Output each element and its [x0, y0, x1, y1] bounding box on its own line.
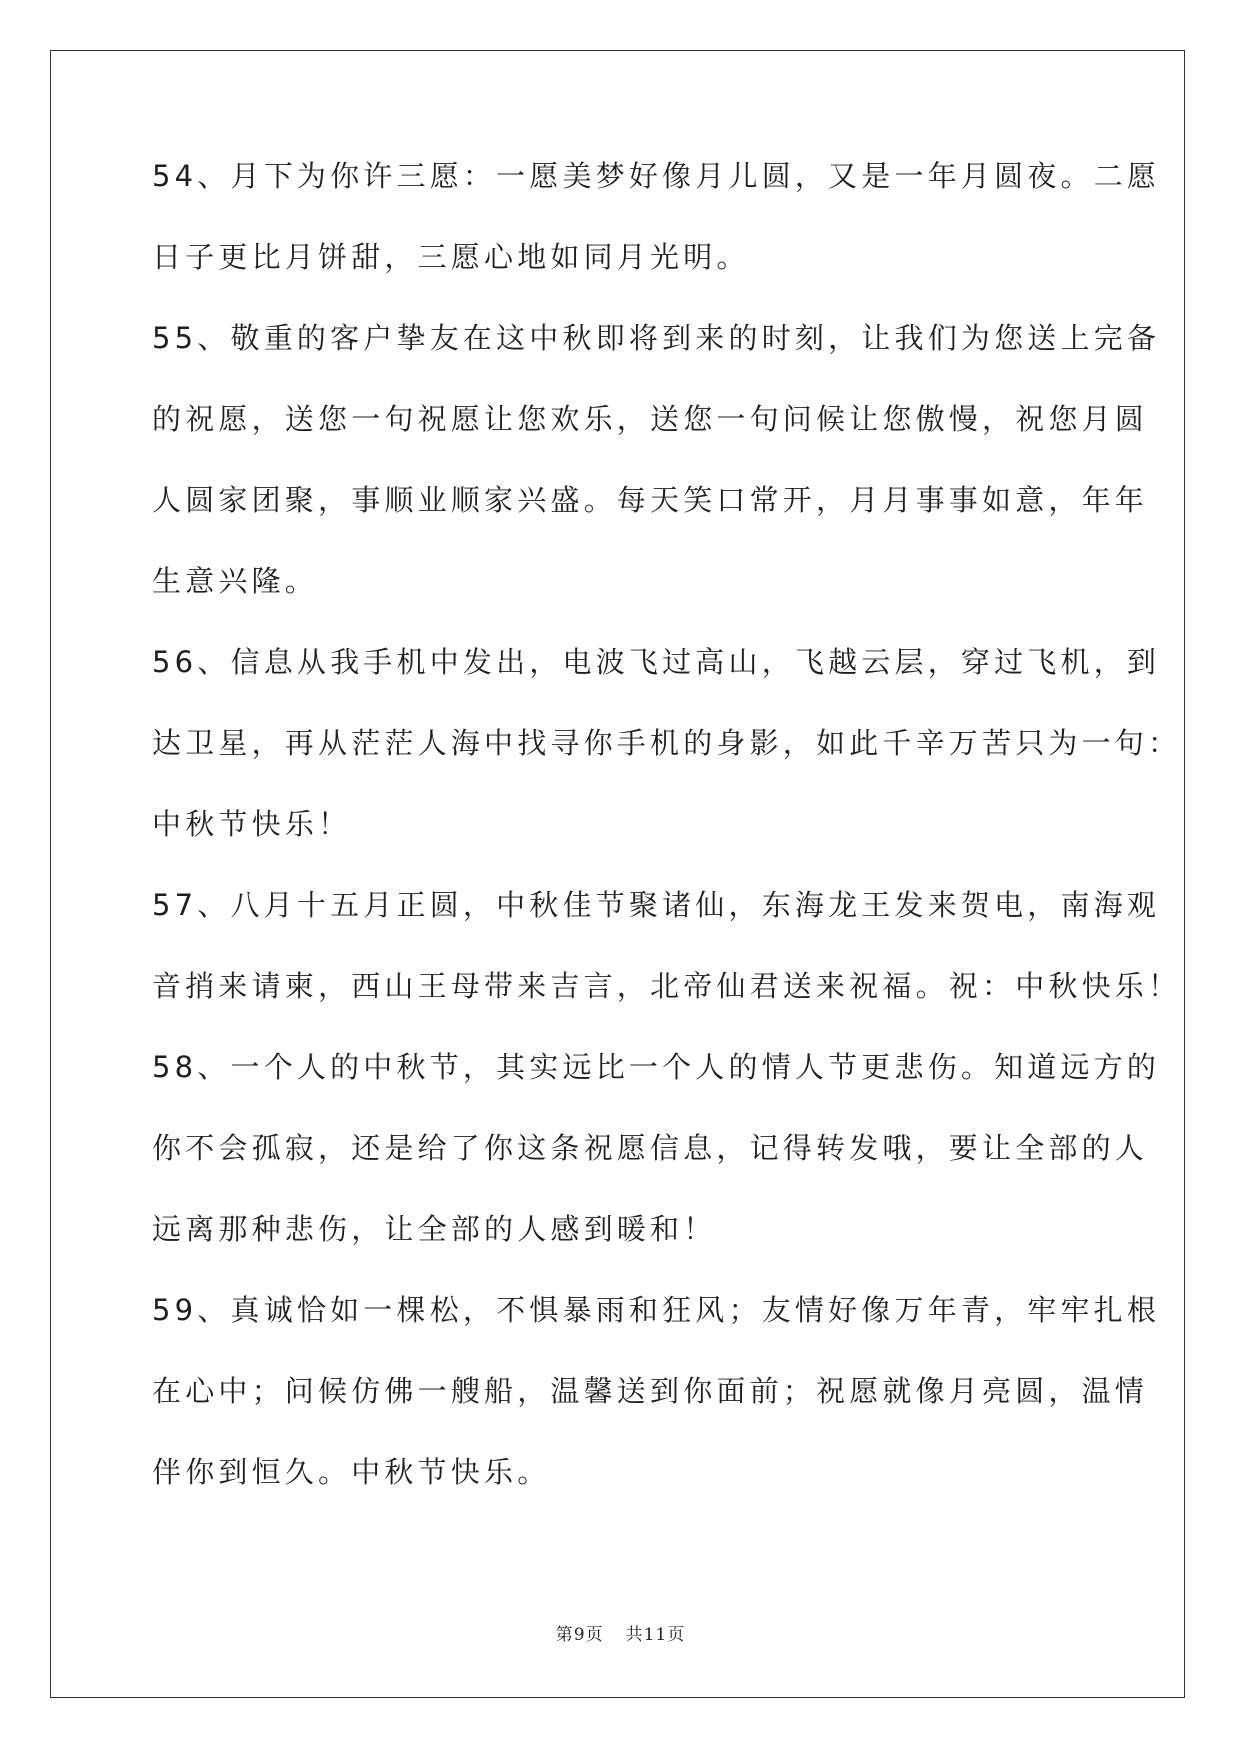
text-line: 伴你到恒久。中秋节快乐。 — [152, 1455, 551, 1489]
text-line: 远离那种悲伤，让全部的人感到暖和！ — [152, 1212, 717, 1246]
text-line: 的祝愿，送您一句祝愿让您欢乐，送您一句问候让您傲慢，祝您月圆 — [152, 402, 1149, 436]
text-line: 57、八月十五月正圆，中秋佳节聚诸仙，东海龙王发来贺电，南海观 — [152, 888, 1161, 922]
entry-57 — [152, 887, 1182, 1004]
text-line: 日子更比月饼甜，三愿心地如同月光明。 — [152, 240, 750, 274]
text-line: 59、真诚恰如一棵松，不惧暴雨和狂风；友情好像万年青，牢牢扎根 — [152, 1293, 1161, 1327]
text-line: 你不会孤寂，还是给了你这条祝愿信息，记得转发哦，要让全部的人 — [152, 1131, 1149, 1165]
entry-58 — [152, 1049, 1161, 1247]
text-line: 在心中；问候仿佛一艘船，温馨送到你面前；祝愿就像月亮圆，温情 — [152, 1374, 1149, 1408]
page-number: 第9页 — [555, 1625, 604, 1645]
document-body — [152, 158, 1182, 1535]
page-total: 共11页 — [625, 1625, 686, 1645]
text-line: 人圆家团聚，事顺业顺家兴盛。每天笑口常开，月月事事如意，年年 — [152, 483, 1149, 517]
text-line: 生意兴隆。 — [152, 564, 319, 598]
entry-54 — [152, 158, 1161, 275]
page-footer — [0, 1620, 1241, 1645]
text-line: 达卫星，再从茫茫人海中找寻你手机的身影，如此千辛万苦只为一句： — [152, 726, 1182, 760]
entry-55 — [152, 320, 1161, 599]
text-line: 音捎来请柬，西山王母带来吉言，北帝仙君送来祝福。祝：中秋快乐！ — [152, 969, 1182, 1003]
text-line: 55、敬重的客户挚友在这中秋即将到来的时刻，让我们为您送上完备 — [152, 321, 1161, 355]
text-line: 58、一个人的中秋节，其实远比一个人的情人节更悲伤。知道远方的 — [152, 1050, 1161, 1084]
text-line: 56、信息从我手机中发出，电波飞过高山，飞越云层，穿过飞机，到 — [152, 645, 1161, 679]
text-line: 中秋节快乐！ — [152, 807, 352, 841]
entry-59 — [152, 1292, 1161, 1490]
entry-56 — [152, 644, 1182, 842]
text-line: 54、月下为你许三愿：一愿美梦好像月儿圆，又是一年月圆夜。二愿 — [152, 159, 1161, 193]
